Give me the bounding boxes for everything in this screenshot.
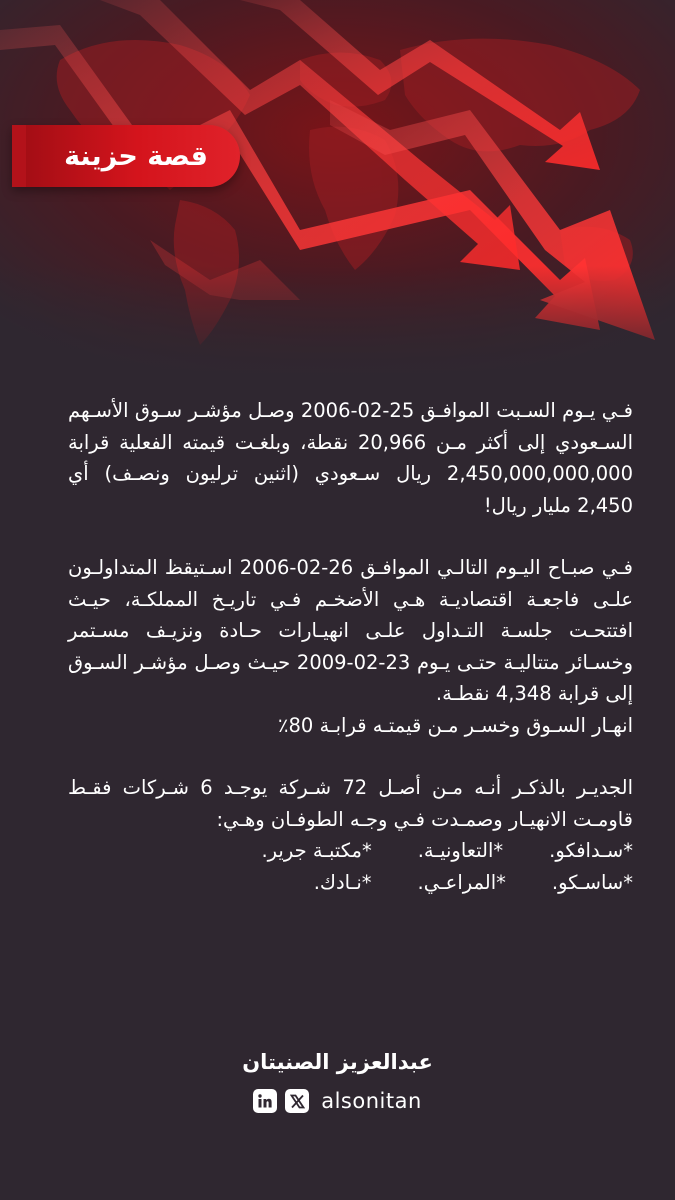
company-almarai: *المراعـي. [417, 870, 506, 894]
crash-arrows-world-map [0, 0, 675, 380]
hero-banner [0, 0, 675, 380]
company-tawuniya: *التعاونيـة. [417, 839, 504, 862]
linkedin-icon[interactable] [253, 1089, 277, 1113]
x-icon[interactable] [285, 1089, 309, 1113]
social-handle[interactable]: alsonitan [321, 1089, 422, 1113]
company-sasco: *ساسـكو. [551, 870, 633, 894]
story-tag [12, 125, 240, 187]
story-tag-label: قصة حزينة [64, 140, 208, 172]
paragraph-loss: انهـار السـوق وخسـر مـن قيمتـه قرابـة 80٪ [277, 713, 633, 737]
social-links [0, 1089, 675, 1113]
company-jarir: *مكتبـة جرير. [261, 839, 372, 862]
story-body [68, 395, 633, 898]
companies-row-1 [68, 835, 633, 867]
company-nadec: *نـادك. [313, 870, 372, 894]
companies-row-2 [68, 867, 633, 899]
paragraph-survivors: الجديـر بالذكـر أنـه مـن أصـل 72 شـركة يوجـد 6 شـركات فقـط قاومـت الانهيـار وصمـدت فـي وجـه الطوفـان وهـي: [68, 776, 634, 831]
author-name: عبدالعزيز الصنيتان [242, 1050, 433, 1074]
paragraph-peak: فـي يـوم السـبت الموافـق 25-02-2006 وصـل مؤشـر سـوق الأسـهم السـعودي إلى أكثر مـن 20,966 نقطة، وبلغـت قيمته الفعلية قرابة 2,450,000,000,000 ريال سـعودي (اثنين ترليون ونصـف) أي 2,450 مليار ريال! [68, 399, 633, 517]
company-sadafco: *سـدافكو. [549, 839, 633, 862]
footer [0, 1047, 675, 1113]
paragraph-crash: فـي صبـاح اليـوم التالـي الموافـق 26-02-2006 اسـتيقظ المتداولـون علـى فاجعـة اقتصاديـة هـي الأضخـم فـي تاريـخ المملكـة، حيـث افتتحـت جلسـة التـداول علـى انهيـارات حـادة ونزيـف مسـتمر وخسـائر متتاليـة حتـى يـوم 23-02-2009 حيـث وصـل مؤشـر السـوق إلى قرابة 4,348 نقطـة. [68, 556, 633, 705]
